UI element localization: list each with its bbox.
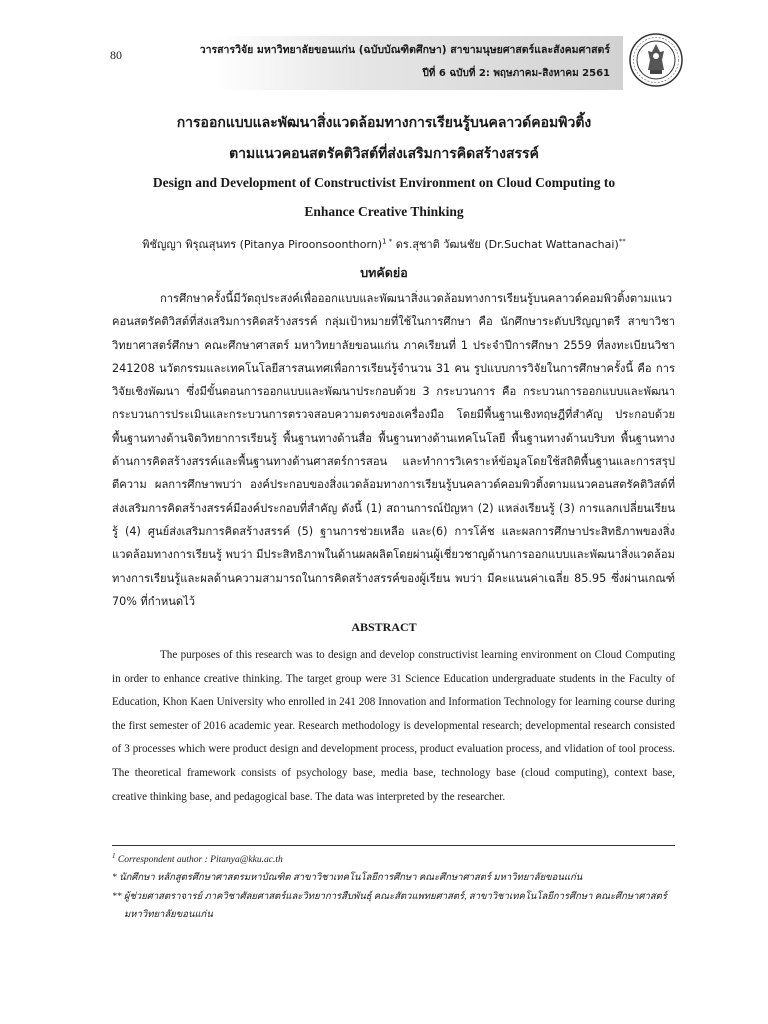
university-seal-icon — [628, 32, 684, 88]
author-1: พิชัญญา พิรุณสุนทร (Pitanya Piroonsoonthorn) — [142, 238, 383, 251]
abstract-thai-body: การศึกษาครั้งนี้มีวัตถุประสงค์เพื่อออกแบบและพัฒนาสิ่งแวดล้อมทางการเรียนรู้บนคลาวด์คอมพิวติ้งตามแนวคอนสตรัคติวิสต์ที่ส่งเสริมการคิดสร้างสรรค์ กลุ่มเป้าหมายที่ใช้ในการศึกษา คือ นักศึกษาระดับปริญญาตรี สาขาวิชาวิทยาศาสตร์ศึกษา คณะศึกษาศาสตร์ มหาวิทยาลัยขอนแก่น ภาคเรียนที่ 1 ประจำปีการศึกษา 2559 ที่ลงทะเบียนวิชา 241208 นวัตกรรมและเทคโนโลยีสารสนเทศเพื่อการเรียนรู้จำนวน 31 คน รูปแบบการวิจัยในการศึกษาครั้งนี้ คือ การวิจัยเชิงพัฒนา ซึ่งมีขั้นตอนการออกแบบและพัฒนาประกอบด้วย 3 กระบวนการ คือ กระบวนการออกแบบและพัฒนา กระบวนการประเมินและกระบวนการตรวจสอบความตรงของเครื่องมือ โดยมีพื้นฐานเชิงทฤษฎีที่สำคัญ ประกอบด้วย พื้นฐานทางด้านจิตวิทยาการเรียนรู้ พื้นฐานทางด้านสื่อ พื้นฐานทางด้านเทคโนโลยี พื้นฐานทางด้านบริบท พื้นฐานทางด้านการคิดสร้างสรรค์และพื้นฐานทางด้านศาสตร์การสอน และทำการวิเคราะห์ข้อมูลโดยใช้สถิติพื้นฐานและการสรุปตีความ ผลการศึกษาพบว่า องค์ประกอบของสิ่งแวดล้อมทางการเรียนรู้บนคลาวด์คอมพิวติ้งตามแนวคอนสตรัคติวิสต์ที่ส่งเสริมการคิดสร้างสรรค์มีองค์ประกอบที่สำคัญ ดังนี้ (1) สถานการณ์ปัญหา (2) แหล่งเรียนรู้ (3) การแลกเปลี่ยนเรียนรู้ (4) ศูนย์ส่งเสริมการคิดสร้างสรรค์ (5) ฐานการช่วยเหลือ และ(6) การโค้ช และผลการศึกษาประสิทธิภาพของสิ่งแวดล้อมทางการเรียนรู้ พบว่า มีประสิทธิภาพในด้านผลผลิตโดยผ่านผู้เชี่ยวชาญด้านการออกแบบและพัฒนาสิ่งแวดล้อมทางการเรียนรู้และผลด้านความสามารถในการคิดสร้างสรรค์ของผู้เรียน พบว่า มีคะแนนค่าเฉลี่ย 85.95 ซึ่งผ่านเกณฑ์ 70% ที่กำหนดไว้ — [112, 292, 675, 608]
author-1-marks: 1 * — [382, 237, 393, 246]
title-english-line1: Design and Development of Constructivist Environment on Cloud Computing to — [152, 175, 616, 190]
abstract-english-body: The purposes of this research was to design and develop constructivist learning environment on Cloud Computing in order to enhance creative thinking. The target group were 31 Science Education undergraduate students in the Faculty of Education, Khon Kaen University who enrolled in 241 208 Innovation and Information Technology for learning course during the first semester of 2016 academic year. Research methodology is developmental research; developmental research consisted of 3 processes which were product design and development process, product evaluation process, and vlidation of tool process. The theoretical framework consists of psychology base, media base, technology base (cloud computing), context base, creative thinking base, and pedagogical base. The data was interpreted by the researcher. — [112, 649, 675, 803]
title-english-line2: Enhance Creative Thinking — [304, 204, 464, 219]
page-number: 80 — [110, 48, 122, 62]
footnote-correspondent — [112, 852, 675, 865]
journal-title: วารสารวิจัย มหาวิทยาลัยขอนแก่น (ฉบับบัณฑิตศึกษา) สาขามนุษยศาสตร์และสังคมศาสตร์ — [199, 44, 610, 56]
journal-issue: ปีที่ 6 ฉบับที่ 2: พฤษภาคม-สิงหาคม 2561 — [422, 68, 610, 79]
author-list — [0, 235, 768, 253]
footnote-correspondent-text: Correspondent author : Pitanya@kku.ac.th — [117, 855, 283, 866]
footnote-author2-line1: ** ผู้ช่วยศาสตราจารย์ ภาควิชาศัลยศาสตร์และวิทยาการสืบพันธุ์ คณะสัตวแพทยศาสตร์, สาขาวิชาเทคโนโลยีการศึกษา คณะศึกษาศาสตร์ — [112, 892, 667, 902]
footnote-mark: 1 — [112, 852, 116, 860]
footnote-author2-line2: มหาวิทยาลัยขอนแก่น — [124, 910, 213, 920]
footnote-author1: * นักศึกษา หลักสูตรศึกษาศาสตรมหาบัณฑิต สาขาวิชาเทคโนโลยีการศึกษา คณะศึกษาศาสตร์ มหาวิทยาลัยขอนแก่น — [112, 873, 583, 883]
author-2-marks: ** — [618, 237, 626, 246]
author-2: ดร.สุชาติ วัฒนชัย (Dr.Suchat Wattanachai) — [395, 238, 619, 251]
title-thai-line1: การออกแบบและพัฒนาสิ่งแวดล้อมทางการเรียนรู้บนคลาวด์คอมพิวติ้ง — [176, 115, 592, 131]
footnote-divider — [112, 845, 675, 846]
title-thai-line2: ตามแนวคอนสตรัคติวิสต์ที่ส่งเสริมการคิดสร้างสรรค์ — [229, 146, 539, 162]
abstract-thai-heading: บทคัดย่อ — [360, 265, 408, 280]
abstract-english-heading: ABSTRACT — [351, 620, 417, 634]
